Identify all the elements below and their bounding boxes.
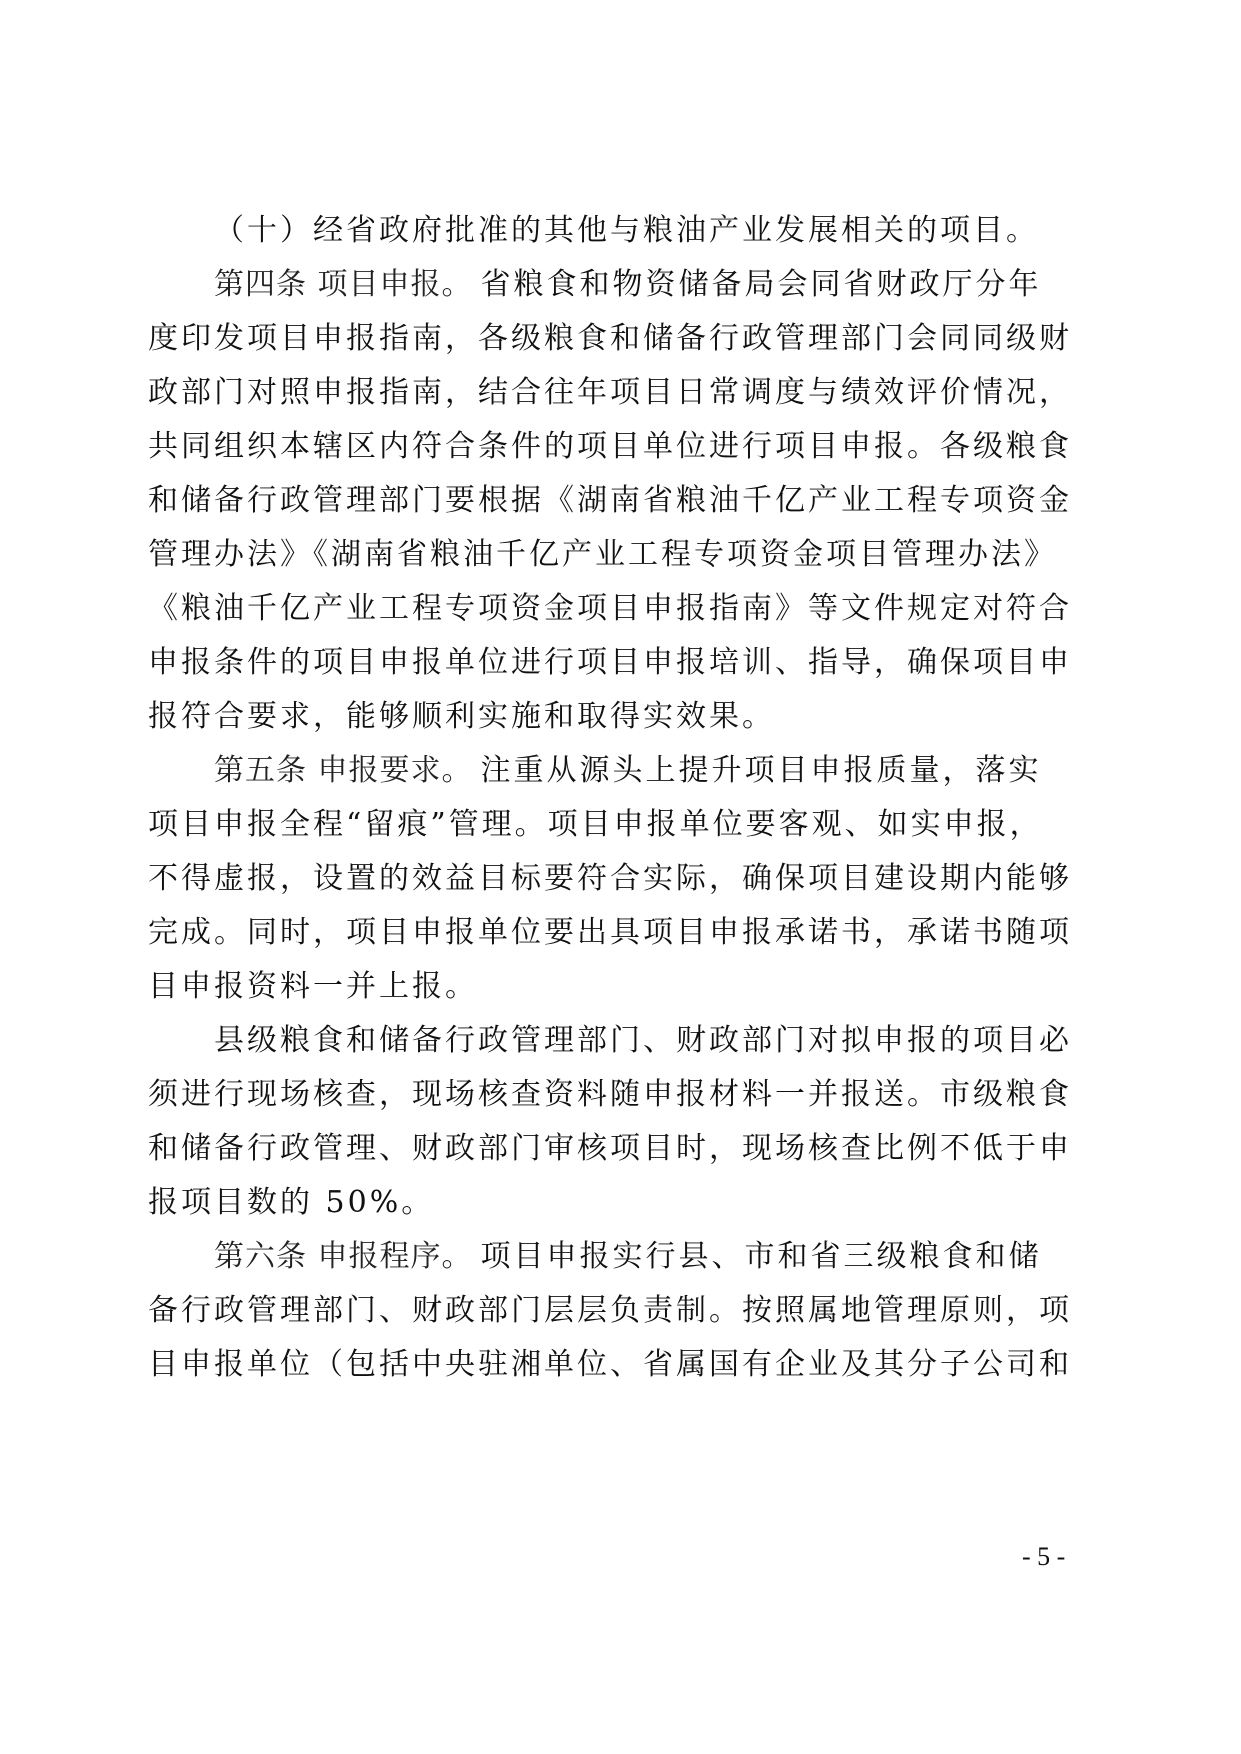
paragraph-text: 目申报单位（包括中央驻湘单位、省属国有企业及其分子公司和 [148,1347,1072,1382]
text-line [148,1176,1074,1230]
text-line [148,852,1074,906]
text-line [148,798,1074,852]
paragraph-text: 目申报资料一并上报。 [148,969,478,1004]
paragraph-text: 不得虚报，设置的效益目标要符合实际，确保项目建设期内能够 [148,861,1072,896]
paragraph-text: 完成。同时，项目申报单位要出具项目申报承诺书，承诺书随项 [148,915,1072,950]
text-line [148,258,1074,312]
text-line [148,1014,1074,1068]
paragraph-text: 申报条件的项目申报单位进行项目申报培训、指导，确保项目申 [148,645,1072,680]
paragraph-text: （十）经省政府批准的其他与粮油产业发展相关的项目。 [214,213,1039,248]
text-line [148,204,1074,258]
text-line [148,1230,1074,1284]
page-number: - 5 - [1022,1542,1066,1571]
paragraph-text: 管理办法》《湖南省粮油千亿产业工程专项资金项目管理办法》 [148,537,1057,572]
document-page [148,204,1074,1392]
article-heading: 第四条 项目申报。 [214,267,473,302]
text-line [148,474,1074,528]
text-line [148,528,1074,582]
text-line [148,744,1074,798]
article-heading: 第六条 申报程序。 [214,1239,473,1274]
paragraph-text: 报项目数的 50%。 [148,1185,435,1220]
paragraph-text: 项目申报全程“留痕”管理。项目申报单位要客观、如实申报， [148,807,1043,842]
paragraph-text: 和储备行政管理、财政部门审核项目时，现场核查比例不低于申 [148,1131,1072,1166]
paragraph-text: 注重从源头上提升项目申报质量，落实 [480,753,1042,788]
paragraph-text: 《粮油千亿产业工程专项资金项目申报指南》等文件规定对符合 [148,591,1072,626]
article-heading: 第五条 申报要求。 [214,753,473,788]
paragraph-text: 项目申报实行县、市和省三级粮食和储 [480,1239,1042,1274]
text-line [148,420,1074,474]
paragraph-text: 省粮食和物资储备局会同省财政厅分年 [480,267,1042,302]
text-line [148,1068,1074,1122]
paragraph-text: 县级粮食和储备行政管理部门、财政部门对拟申报的项目必 [214,1023,1072,1058]
text-line [148,636,1074,690]
text-line [148,960,1074,1014]
text-line [148,582,1074,636]
paragraph-text: 报符合要求，能够顺利实施和取得实效果。 [148,699,775,734]
text-line [148,312,1074,366]
paragraph-text: 度印发项目申报指南，各级粮食和储备行政管理部门会同同级财 [148,321,1072,356]
paragraph-text: 和储备行政管理部门要根据《湖南省粮油千亿产业工程专项资金 [148,483,1072,518]
text-line [148,690,1074,744]
text-line [148,1284,1074,1338]
paragraph-text: 须进行现场核查，现场核查资料随申报材料一并报送。市级粮食 [148,1077,1072,1112]
paragraph-text: 政部门对照申报指南，结合往年项目日常调度与绩效评价情况， [148,375,1072,410]
paragraph-text: 共同组织本辖区内符合条件的项目单位进行项目申报。各级粮食 [148,429,1072,464]
paragraph-text: 备行政管理部门、财政部门层层负责制。按照属地管理原则，项 [148,1293,1072,1328]
text-line [148,366,1074,420]
text-line [148,1338,1074,1392]
text-line [148,906,1074,960]
text-line [148,1122,1074,1176]
